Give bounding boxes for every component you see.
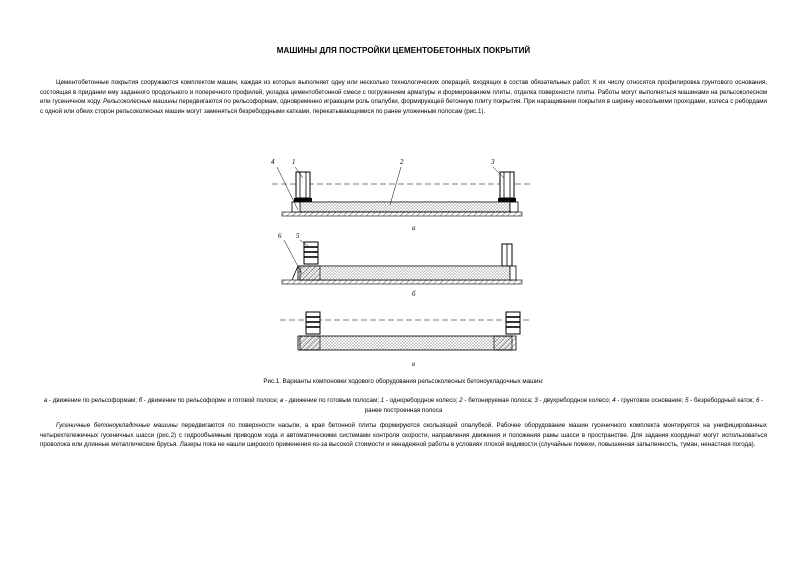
tracked-machines-text: передвигаются по поверхности насыпи, а края бетонной плиты формируются скользящей опалубкой. Рабочее оборудование машин гусеничного комплекта монтируется на унифицированных четырехтележечных гусеничных шасси (рис.2) с гидрообъемным приводом хода и автоматическими системами контроля скорости, направления движения и положения рамы шасси в пространстве. Для задания координат могут использоваться проволока или длинные металлические брусья. Лазеры пока не нашли широкого применения из-за высокой стоимости и ненадежной работы в условиях плохой видимости (случайные помехи, повышенная запыленность, туман, ненастная погода). <box>40 422 767 449</box>
tracked-machines-term: Гусеничные бетоноукладочные машины <box>56 422 178 429</box>
diagram-b <box>278 232 522 298</box>
intro-text-continued: передвигаются по рельсоформам, одновременно играющим роль опалубки, формирующей бетонную плиту покрытия. При наращивании покрытия в ширину несколькими проходами, колеса с ребордами с одной или обеих сторон рельсоколесных машин могут заменяться безребордными катками, перекатывающимися по ранее уложенным полосам (рис.1). <box>40 98 767 115</box>
callout-1: 1 <box>292 158 296 166</box>
callout-6: 6 <box>278 232 282 240</box>
soil-base-a <box>282 212 522 216</box>
tracked-machines-paragraph <box>40 421 767 450</box>
figure-legend <box>40 396 767 415</box>
legend-key-b: б <box>138 397 143 404</box>
legend-text-v: - движение по готовым полосам; <box>283 397 381 404</box>
legend-key-v: в <box>280 397 284 404</box>
legend-text-5: - безребордный каток; <box>688 397 756 404</box>
legend-key-1: 1 <box>380 397 385 404</box>
legend-key-2: 2 <box>459 397 463 404</box>
page-title: МАШИНЫ ДЛЯ ПОСТРОЙКИ ЦЕМЕНТОБЕТОННЫХ ПОКРЫТИЙ <box>276 46 531 55</box>
legend-key-a: а <box>43 397 48 404</box>
rail-wheel-machines-term: Рельсоколесные машины <box>103 98 178 106</box>
label-b: б <box>412 290 416 298</box>
legend-text-4: - грунтовое основание; <box>615 397 686 404</box>
concrete-strip-a <box>300 202 510 212</box>
legend-text-6: - ранее построенная полоса <box>364 397 764 414</box>
callout-3: 3 <box>491 158 495 166</box>
label-v: в <box>412 360 416 368</box>
legend-text-3: - двухребордное колесо; <box>537 397 613 404</box>
soil-base-b <box>282 280 522 284</box>
figure-caption: Рис.1. Варианты компоновки ходового оборудования рельсоколесных бетоноукладочных машин: <box>263 378 544 385</box>
legend-text-a: - движение по рельсоформам; <box>47 397 139 404</box>
intro-text: Цементобетонные покрытия сооружаются комплектом машин, каждая из которых выполняет одну или несколько технологических операций, входящих в состав обязательных работ. К их числу относятся профилировка грунтового основания, состоящая в придании ему заданного продольного и поперечного профилей, укладка цементобетонной смеси с погружением арматуры и формированием плиты, отделка поверхности плиты. Работы могут выполняться машинами на рельсоколесном или гусеничном ходу. <box>40 79 767 106</box>
legend-key-6: 6 <box>755 397 760 404</box>
legend-key-5: 5 <box>685 397 689 404</box>
legend-text-2: - бетонируемая полоса; <box>462 397 535 404</box>
figure-1-diagram <box>262 150 542 372</box>
legend-key-4: 4 <box>612 397 616 404</box>
legend-text-b: - движение по рельсоформе и готовой полосе; <box>142 397 281 404</box>
callout-5: 5 <box>296 232 300 240</box>
callout-2: 2 <box>400 158 404 166</box>
diagram-a <box>271 158 532 232</box>
intro-paragraph <box>40 78 767 116</box>
label-a: а <box>412 224 416 232</box>
legend-key-3: 3 <box>534 397 538 404</box>
callout-4: 4 <box>271 158 275 166</box>
concrete-strip-b <box>300 266 512 280</box>
diagram-v <box>280 312 532 368</box>
legend-text-1: - одноребордное колесо; <box>384 397 460 404</box>
concrete-strip-v <box>300 336 512 350</box>
